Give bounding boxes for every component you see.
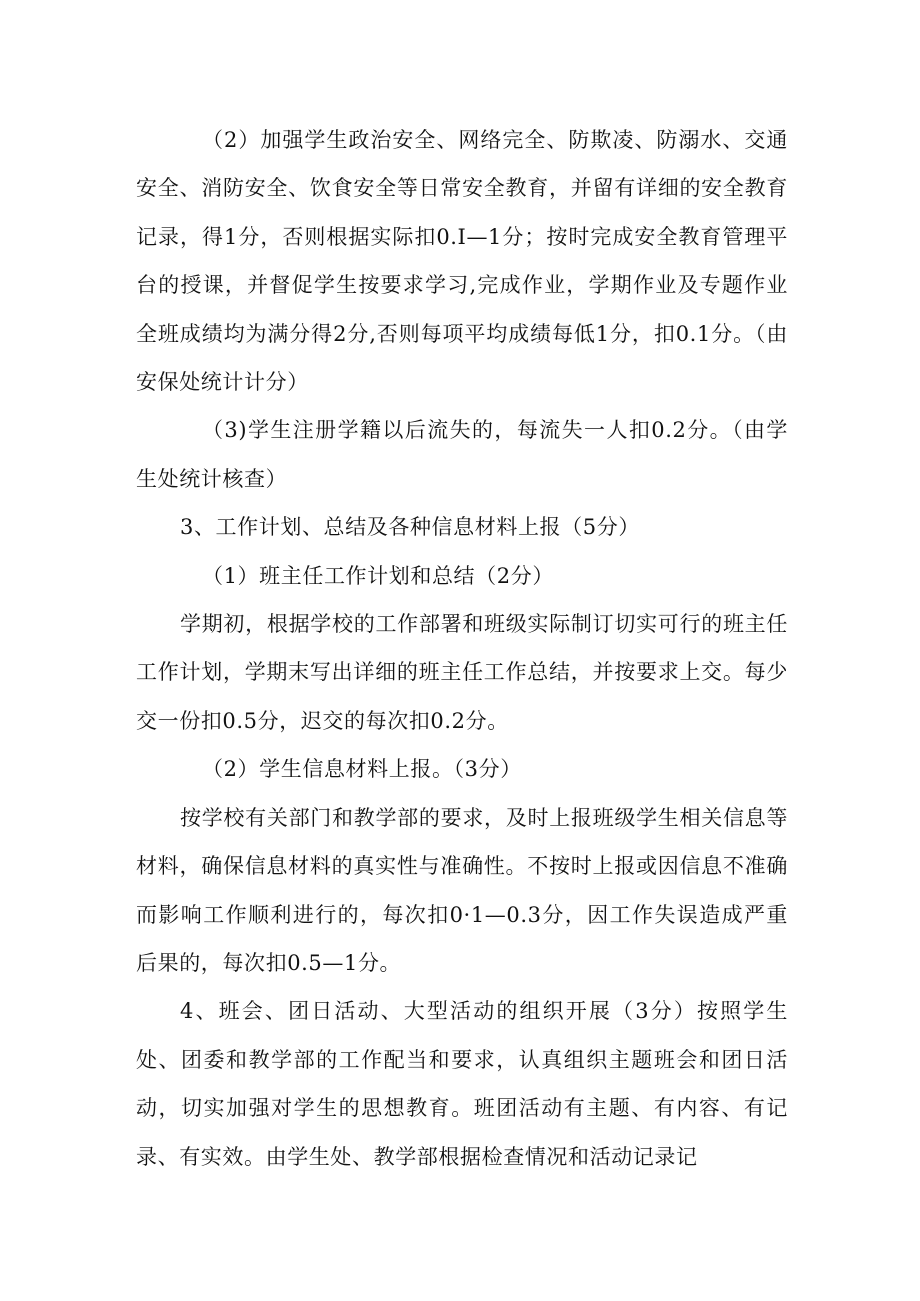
paragraph-safety-education: （2）加强学生政治安全、网络完全、防欺凌、防溺水、交通安全、消防安全、饮食安全等日常安全教育，并留有详细的安全教育记录，得1分，否则根据实际扣0.I—1分；按时完成安全教育管理平台的授课，并督促学生按要求学习,完成作业，学期作业及专题作业全班成绩均为满分得2分,否则每项平均成绩每低1分，扣0.1分。（由安保处统计计分） — [136, 128, 788, 395]
document-body — [136, 116, 788, 1181]
subheading-info-report: （2）学生信息材料上报。（3分） — [202, 757, 522, 782]
heading-work-plan-summary: 3、工作计划、总结及各种信息材料上报（5分） — [180, 515, 640, 540]
paragraph-teacher-plan: 学期初，根据学校的工作部署和班级实际制订切实可行的班主任工作计划，学期末写出详细的班主任工作总结，并按要求上交。每少交一份扣0.5分，迟交的每次扣0.2分。 — [136, 612, 788, 733]
paragraph-student-loss: （3)学生注册学籍以后流失的，每流失一人扣0.2分。（由学生处统计核查） — [136, 418, 788, 491]
paragraph-class-meetings: 4、班会、团日活动、大型活动的组织开展（3分）按照学生处、团委和教学部的工作配当和要求，认真组织主题班会和团日活动，切实加强对学生的思想教育。班团活动有主题、有内容、有记录、有实效。由学生处、教学部根据检查情况和活动记录记 — [136, 999, 788, 1169]
subheading-teacher-plan: （1）班主任工作计划和总结（2分） — [202, 563, 554, 588]
paragraph-info-report: 按学校有关部门和教学部的要求，及时上报班级学生相关信息等材料，确保信息材料的真实性与准确性。不按时上报或因信息不准确而影响工作顺利进行的，每次扣0·1—0.3分，因工作失误造成严重后果的，每次扣0.5—1分。 — [136, 805, 788, 975]
